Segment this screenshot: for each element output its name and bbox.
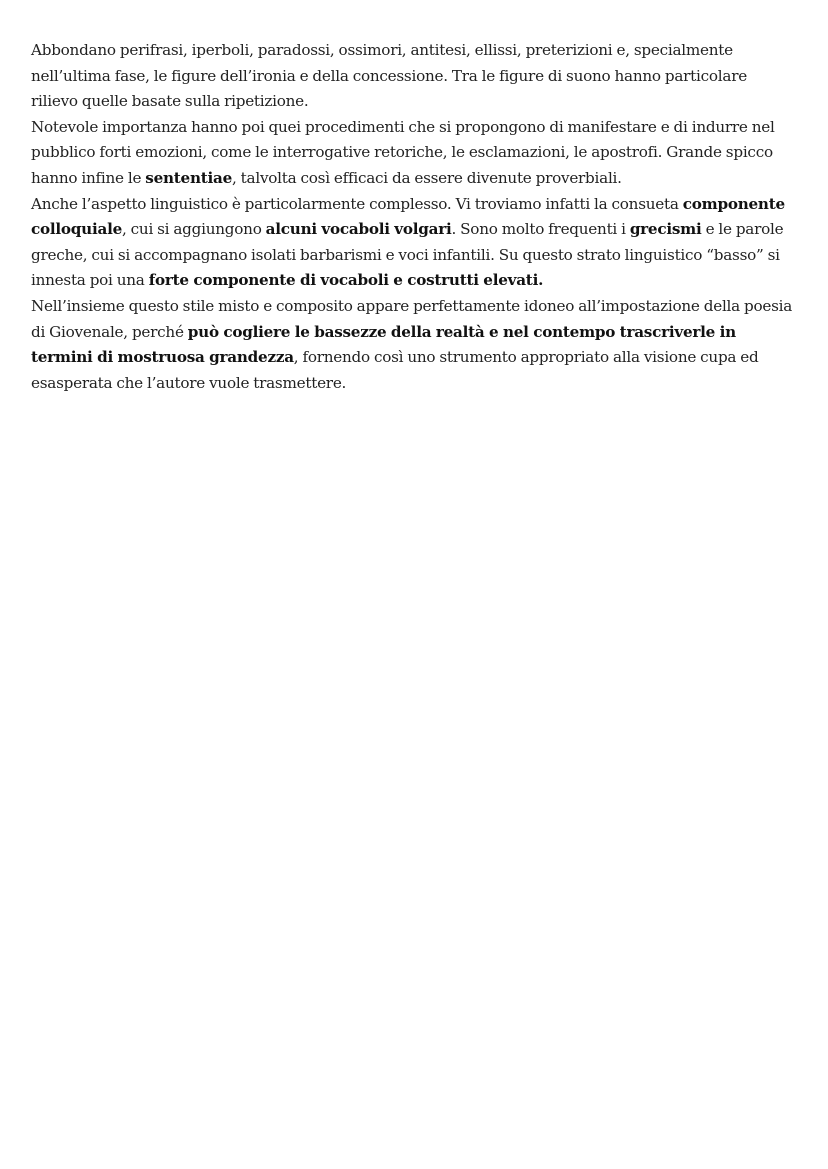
- document-body: [31, 38, 793, 396]
- bold-term-vocaboli-volgari: alcuni vocaboli volgari: [265, 220, 452, 239]
- text-run: Nell’insieme questo stile misto e composito appare perfettamente idoneo all’impostazione della poesia di Giovenale, perché: [31, 296, 793, 341]
- text-run: e le parole greche, cui si accompagnano isolati barbarismi e voci infantili. Su questo strato linguistico “basso” si innesta poi una: [31, 220, 784, 290]
- paragraph-figures: [31, 38, 793, 115]
- text-run: , fornendo così uno strumento appropriato alla visione cupa ed esasperata che l’autore vuole trasmettere.: [31, 348, 759, 392]
- bold-term-grecismi: grecismi: [629, 220, 702, 239]
- bold-term-sententiae: sententiae: [145, 168, 233, 187]
- text-run: Abbondano perifrasi, iperboli, paradossi, ossimori, antitesi, ellissi, preterizioni e, specialmente nell’ultima fase, le figure dell’ironia e della concessione. Tra le figure di suono hanno particolare rilievo quelle basate sulla ripetizione.: [31, 41, 747, 111]
- text-run: , talvolta così efficaci da essere divenute proverbiali.: [232, 168, 622, 187]
- text-run: , cui si aggiungono: [122, 220, 266, 239]
- bold-term-bassezze-grandezza: può cogliere le bassezze della realtà e nel contempo trascriverle in termini di mostruosa grandezza: [31, 322, 736, 367]
- paragraph-linguistic: [31, 192, 793, 294]
- bold-term-vocaboli-elevati: forte componente di vocaboli e costrutti elevati.: [148, 271, 544, 290]
- paragraph-conclusion: [31, 294, 793, 396]
- paragraph-emotions: [31, 115, 793, 192]
- text-run: Anche l’aspetto linguistico è particolarmente complesso. Vi troviamo infatti la consueta: [31, 194, 683, 213]
- bold-term-componente-colloquiale: componente colloquiale: [31, 194, 785, 239]
- text-run: . Sono molto frequenti i: [451, 220, 630, 239]
- text-run: Notevole importanza hanno poi quei procedimenti che si propongono di manifestare e di indurre nel pubblico forti emozioni, come le interrogative retoriche, le esclamazioni, le apostrofi. Grande spicco hanno infine le: [31, 117, 775, 187]
